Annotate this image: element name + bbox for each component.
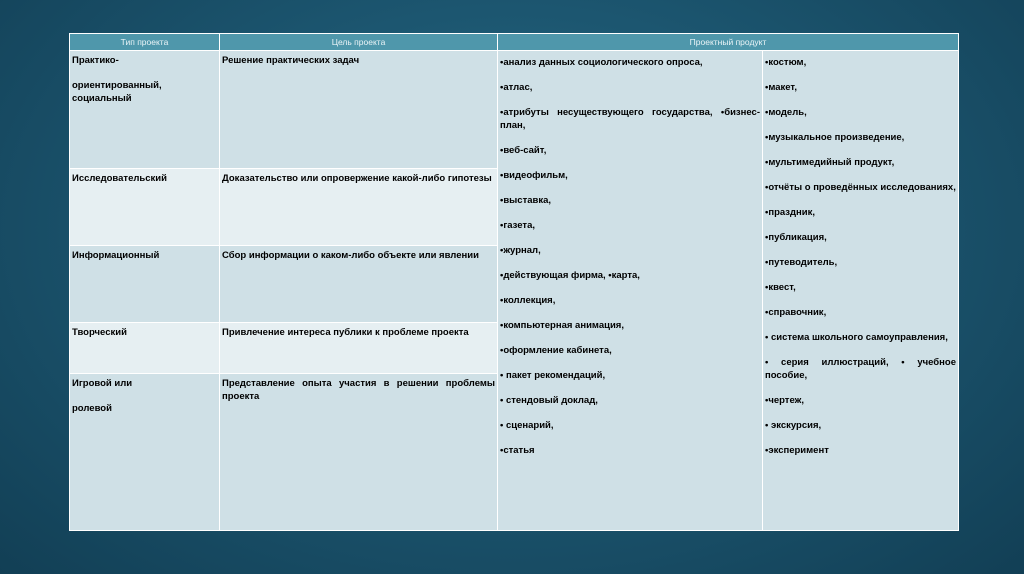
project-type-line: ориентированный, [72,80,162,91]
project-type-line: Практико- [72,55,119,66]
project-goal-cell: Сбор информации о каком-либо объекте или явлении [220,246,498,323]
list-item: •атлас, [500,82,533,93]
list-item: •чертеж, [765,395,804,406]
list-item: •действующая фирма, •карта, [500,270,640,281]
list-item: • сценарий, [500,420,554,431]
project-goal-cell: Привлечение интереса публики к проблеме проекта [220,323,498,374]
list-item: •путеводитель, [765,257,838,268]
header-project-goal: Цель проекта [220,34,498,51]
project-type-cell [70,374,220,531]
list-item: •журнал, [500,245,541,256]
list-item: •веб-сайт, [500,145,547,156]
list-item: •анализ данных социологического опроса, [500,57,703,68]
list-item: • экскурсия, [765,420,822,431]
header-project-product: Проектный продукт [498,34,959,51]
list-item: • пакет рекомендаций, [500,370,606,381]
header-project-type: Тип проекта [70,34,220,51]
project-goal-cell: Доказательство или опровержение какой-либо гипотезы [220,169,498,246]
project-type-line: Игровой или [72,378,133,389]
project-type-line: Творческий [72,327,127,338]
list-item: •компьютерная анимация, [500,320,624,331]
list-item: •коллекция, [500,295,556,306]
list-item: •отчёты о проведённых исследованиях, [765,182,956,193]
table-row [70,51,959,169]
product-list-col1 [498,51,763,531]
project-type-line: Информационный [72,250,160,261]
list-item: •музыкальное произведение, [765,132,905,143]
list-item: •макет, [765,82,798,93]
list-item: •справочник, [765,307,827,318]
list-item: •выставка, [500,195,552,206]
list-item: •видеофильм, [500,170,568,181]
project-type-line: социальный [72,93,132,104]
list-item: • серия иллюстраций, • учебное пособие, [765,357,957,381]
project-goal-cell: Представление опыта участия в решении проблемы проекта [220,374,498,531]
list-item: •модель, [765,107,807,118]
product-list-col2 [763,51,959,531]
project-type-line: ролевой [72,403,112,414]
list-item: • система школьного самоуправления, [765,332,948,343]
table-header-row [70,34,959,51]
list-item: •костюм, [765,57,807,68]
project-type-line: Исследовательский [72,173,167,184]
project-type-cell [70,323,220,374]
list-item: •эксперимент [765,445,829,456]
project-type-cell [70,169,220,246]
list-item: •публикация, [765,232,827,243]
list-item: •мультимедийный продукт, [765,157,895,168]
list-item: •оформление кабинета, [500,345,612,356]
list-item: •праздник, [765,207,815,218]
project-types-table [69,33,959,531]
project-type-cell [70,246,220,323]
project-goal-cell: Решение практических задач [220,51,498,169]
list-item: •статья [500,445,535,456]
list-item: • стендовый доклад, [500,395,598,406]
project-type-cell [70,51,220,169]
list-item: •квест, [765,282,796,293]
list-item: •газета, [500,220,536,231]
list-item: •атрибуты несуществующего государства, •бизнес-план, [500,107,760,131]
